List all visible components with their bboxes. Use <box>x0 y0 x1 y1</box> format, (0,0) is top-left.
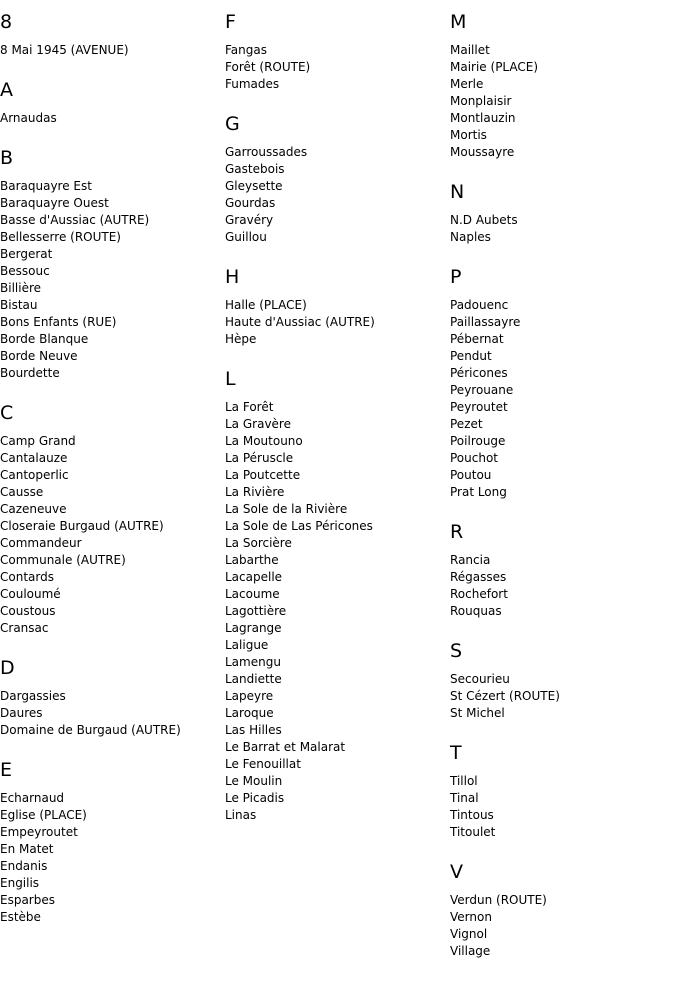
street-link[interactable]: Bessouc <box>0 264 50 278</box>
index-column-2 <box>225 11 445 844</box>
letter-heading: C <box>0 402 14 424</box>
street-link[interactable]: Peyrouane <box>450 383 514 397</box>
street-link[interactable]: Guillou <box>225 230 267 244</box>
street-link[interactable]: Rancia <box>450 553 491 567</box>
letter-heading: V <box>450 861 464 883</box>
street-link[interactable]: Bistau <box>0 298 38 312</box>
street-link[interactable]: Baraquayre Ouest <box>0 196 109 210</box>
letter-heading: 8 <box>0 11 13 33</box>
street-link[interactable]: Billière <box>0 281 42 295</box>
street-link[interactable]: Montlauzin <box>450 111 516 125</box>
letter-heading: T <box>450 742 463 764</box>
street-link[interactable]: Le Picadis <box>225 791 285 805</box>
street-link[interactable]: Rochefort <box>450 587 508 601</box>
street-link[interactable]: Garroussades <box>225 145 308 159</box>
street-list <box>0 433 220 637</box>
street-link[interactable]: La Rivière <box>225 485 285 499</box>
letter-section <box>450 181 670 246</box>
street-link[interactable]: Halle (PLACE) <box>225 298 307 312</box>
street-link[interactable]: Tintous <box>450 808 494 822</box>
street-link[interactable]: Gourdas <box>225 196 276 210</box>
street-link[interactable]: Titoulet <box>450 825 496 839</box>
street-link[interactable]: Peyroutet <box>450 400 508 414</box>
street-link[interactable]: La Sole de Las Péricones <box>225 519 373 533</box>
street-list <box>0 688 220 739</box>
street-link[interactable]: Eglise (PLACE) <box>0 808 87 822</box>
street-link[interactable]: Bons Enfants (RUE) <box>0 315 117 329</box>
letter-heading: M <box>450 11 467 33</box>
street-link[interactable]: La Poutcette <box>225 468 301 482</box>
street-link[interactable]: Communale (AUTRE) <box>0 553 126 567</box>
street-link[interactable]: Fumades <box>225 77 280 91</box>
street-link[interactable]: Camp Grand <box>0 434 76 448</box>
street-list <box>0 178 220 382</box>
street-link[interactable]: Basse d'Aussiac (AUTRE) <box>0 213 150 227</box>
street-link[interactable]: La Forêt <box>225 400 274 414</box>
street-link[interactable]: Daures <box>0 706 43 720</box>
letter-section <box>450 640 670 722</box>
street-link[interactable]: Couloumé <box>0 587 61 601</box>
letter-heading: D <box>0 657 16 679</box>
street-link[interactable]: Cransac <box>0 621 49 635</box>
street-link[interactable]: N.D Aubets <box>450 213 518 227</box>
street-link[interactable]: La Péruscle <box>225 451 294 465</box>
street-link[interactable]: Village <box>450 944 491 958</box>
street-list <box>225 42 445 93</box>
street-link[interactable]: Engilis <box>0 876 40 890</box>
letter-heading: R <box>450 521 464 543</box>
street-link[interactable]: Causse <box>0 485 44 499</box>
street-link[interactable]: Monplaisir <box>450 94 512 108</box>
street-list <box>225 144 445 246</box>
letter-heading: S <box>450 640 463 662</box>
letter-heading: E <box>0 759 13 781</box>
letter-section <box>225 266 445 348</box>
street-link[interactable]: Le Fenouillat <box>225 757 301 771</box>
street-link[interactable]: Haute d'Aussiac (AUTRE) <box>225 315 375 329</box>
street-link[interactable]: Poilrouge <box>450 434 506 448</box>
street-link[interactable]: Le Moulin <box>225 774 283 788</box>
letter-section <box>225 368 445 824</box>
street-link[interactable]: Forêt (ROUTE) <box>225 60 311 74</box>
street-link[interactable]: Fangas <box>225 43 267 57</box>
street-link[interactable]: La Gravère <box>225 417 291 431</box>
street-link[interactable]: Poutou <box>450 468 492 482</box>
street-link[interactable]: Le Barrat et Malarat <box>225 740 346 754</box>
street-link[interactable]: Mortis <box>450 128 487 142</box>
letter-section <box>0 402 220 637</box>
street-link[interactable]: Pébernat <box>450 332 504 346</box>
index-column-3 <box>450 11 670 980</box>
street-link[interactable]: Lacapelle <box>225 570 283 584</box>
street-list <box>450 552 670 620</box>
street-link[interactable]: Laligue <box>225 638 269 652</box>
street-link[interactable]: Contards <box>0 570 54 584</box>
index-column-1 <box>0 11 220 946</box>
letter-section <box>225 113 445 246</box>
street-list <box>450 671 670 722</box>
street-link[interactable]: La Moutouno <box>225 434 303 448</box>
street-link[interactable]: Merle <box>450 77 484 91</box>
street-link[interactable]: Echarnaud <box>0 791 65 805</box>
street-link[interactable]: Mairie (PLACE) <box>450 60 539 74</box>
street-link[interactable]: Pouchot <box>450 451 499 465</box>
street-link[interactable]: Maillet <box>450 43 490 57</box>
street-list <box>450 42 670 161</box>
letter-section <box>0 657 220 739</box>
street-list <box>450 297 670 501</box>
street-link[interactable]: Péricones <box>450 366 508 380</box>
street-link[interactable]: Laroque <box>225 706 274 720</box>
letter-section <box>450 266 670 501</box>
street-link[interactable]: Bellesserre (ROUTE) <box>0 230 121 244</box>
street-link[interactable]: Pendut <box>450 349 492 363</box>
street-link[interactable]: Lapeyre <box>225 689 274 703</box>
letter-heading: A <box>0 79 14 101</box>
street-link[interactable]: Lagottière <box>225 604 287 618</box>
street-link[interactable]: Linas <box>225 808 257 822</box>
street-link[interactable]: Prat Long <box>450 485 507 499</box>
street-link[interactable]: Vignol <box>450 927 488 941</box>
letter-heading: N <box>450 181 465 203</box>
street-link[interactable]: Gastebois <box>225 162 285 176</box>
street-link[interactable]: Empeyroutet <box>0 825 78 839</box>
street-list <box>450 892 670 960</box>
letter-section <box>0 11 220 59</box>
street-link[interactable]: Régasses <box>450 570 507 584</box>
letter-section <box>450 11 670 161</box>
letter-heading: P <box>450 266 462 288</box>
street-link[interactable]: Cazeneuve <box>0 502 67 516</box>
street-link[interactable]: Labarthe <box>225 553 279 567</box>
street-link[interactable]: Paillassayre <box>450 315 521 329</box>
street-link[interactable]: Baraquayre Est <box>0 179 92 193</box>
street-link[interactable]: Vernon <box>450 910 492 924</box>
street-link[interactable]: Tinal <box>450 791 479 805</box>
street-link[interactable]: Dargassies <box>0 689 66 703</box>
street-list <box>450 212 670 246</box>
letter-section <box>0 79 220 127</box>
street-list <box>450 773 670 841</box>
letter-section <box>450 521 670 620</box>
street-link[interactable]: Moussayre <box>450 145 515 159</box>
street-list <box>0 42 220 59</box>
letter-section <box>0 759 220 926</box>
letter-heading: G <box>225 113 241 135</box>
letter-section <box>450 861 670 960</box>
street-link[interactable]: Bourdette <box>0 366 60 380</box>
street-link[interactable]: Commandeur <box>0 536 82 550</box>
street-link[interactable]: Esparbes <box>0 893 55 907</box>
street-link[interactable]: Lacoume <box>225 587 280 601</box>
street-link[interactable]: Arnaudas <box>0 111 57 125</box>
street-link[interactable]: Borde Blanque <box>0 332 89 346</box>
street-link[interactable]: Cantalauze <box>0 451 68 465</box>
street-link[interactable]: La Sole de la Rivière <box>225 502 348 516</box>
letter-heading: L <box>225 368 237 390</box>
street-link[interactable]: 8 Mai 1945 (AVENUE) <box>0 43 129 57</box>
street-link[interactable]: Pezet <box>450 417 483 431</box>
street-link[interactable]: Borde Neuve <box>0 349 78 363</box>
letter-section <box>450 742 670 841</box>
street-link[interactable]: Secourieu <box>450 672 510 686</box>
street-link[interactable]: St Cézert (ROUTE) <box>450 689 560 703</box>
letter-heading: H <box>225 266 240 288</box>
letter-section <box>225 11 445 93</box>
street-link[interactable]: Gravéry <box>225 213 274 227</box>
street-link[interactable]: Las Hilles <box>225 723 282 737</box>
street-link[interactable]: Naples <box>450 230 491 244</box>
street-link[interactable]: St Michel <box>450 706 505 720</box>
street-link[interactable]: Lamengu <box>225 655 281 669</box>
street-link[interactable]: Tillol <box>450 774 478 788</box>
street-link[interactable]: Gleysette <box>225 179 283 193</box>
street-link[interactable]: Cantoperlic <box>0 468 69 482</box>
street-link[interactable]: Padouenc <box>450 298 509 312</box>
street-link[interactable]: Closeraie Burgaud (AUTRE) <box>0 519 164 533</box>
letter-heading: B <box>0 147 14 169</box>
street-link[interactable]: Lagrange <box>225 621 282 635</box>
street-link[interactable]: Rouquas <box>450 604 502 618</box>
street-link[interactable]: En Matet <box>0 842 54 856</box>
street-link[interactable]: Domaine de Burgaud (AUTRE) <box>0 723 181 737</box>
street-link[interactable]: Landiette <box>225 672 282 686</box>
street-list <box>225 297 445 348</box>
letter-section <box>0 147 220 382</box>
street-link[interactable]: Coustous <box>0 604 56 618</box>
street-link[interactable]: Verdun (ROUTE) <box>450 893 547 907</box>
street-link[interactable]: Estèbe <box>0 910 41 924</box>
street-link[interactable]: Bergerat <box>0 247 53 261</box>
street-list <box>0 110 220 127</box>
letter-heading: F <box>225 11 237 33</box>
street-list <box>0 790 220 926</box>
street-list <box>225 399 445 824</box>
street-link[interactable]: Endanis <box>0 859 48 873</box>
street-link[interactable]: Hèpe <box>225 332 257 346</box>
street-link[interactable]: La Sorcière <box>225 536 292 550</box>
